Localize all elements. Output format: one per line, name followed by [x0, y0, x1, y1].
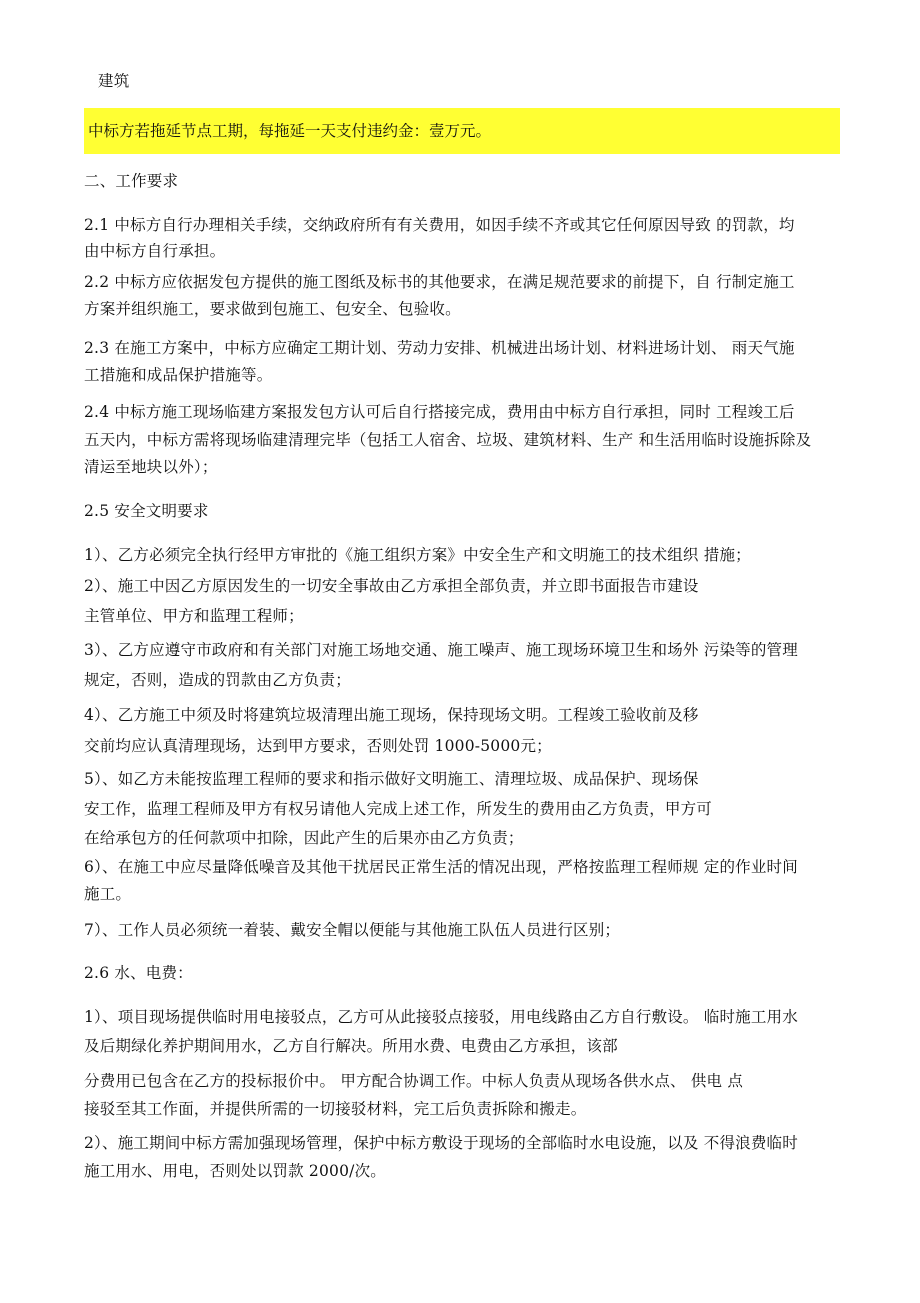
paragraph-line: 2.1 中标方自行办理相关手续，交纳政府所有有关费用，如因手续不齐或其它任何原因导致 的罚款，均	[84, 216, 795, 234]
paragraph-line: 主管单位、甲方和监理工程师；	[84, 607, 304, 625]
paragraph-line: 2.4 中标方施工现场临建方案报发包方认可后自行搭接完成，费用由中标方自行承担，同时 工程竣工后	[84, 403, 795, 421]
paragraph-line: 5）、如乙方未能按监理工程师的要求和指示做好文明施工、清理垃圾、成品保护、现场保	[84, 770, 699, 788]
paragraph-line: 1）、乙方必须完全执行经甲方审批的《施工组织方案》中安全生产和文明施工的技术组织 措施；	[84, 546, 751, 564]
paragraph-line: 分费用已包含在乙方的投标报价中。 甲方配合协调工作。中标人负责从现场各供水点、 供电 点	[84, 1072, 744, 1090]
paragraph-line: 接驳至其工作面，并提供所需的一切接驳材料，完工后负责拆除和搬走。	[84, 1100, 587, 1118]
paragraph-line: 在给承包方的任何款项中扣除，因此产生的后果亦由乙方负责；	[84, 829, 524, 847]
paragraph-line: 清运至地块以外）；	[84, 458, 218, 476]
paragraph-line: 交前均应认真清理现场，达到甲方要求，否则处罚 1000-5000元；	[84, 737, 552, 755]
paragraph-line: 安工作，监理工程师及甲方有权另请他人完成上述工作，所发生的费用由乙方负责，甲方可	[84, 800, 713, 818]
paragraph-line: 1）、项目现场提供临时用电接驳点，乙方可从此接驳点接驳，用电线路由乙方自行敷设。 临时施工用水	[84, 1008, 798, 1026]
paragraph-line: 工措施和成品保护措施等。	[84, 366, 273, 384]
subsection-title: 2.6 水、电费：	[84, 964, 193, 982]
paragraph-line: 2）、施工期间中标方需加强现场管理，保护中标方敷设于现场的全部临时水电设施，以及 不得浪费临时	[84, 1134, 798, 1152]
highlight-text: 中标方若拖延节点工期，每拖延一天支付违约金：壹万元。	[88, 122, 492, 140]
paragraph-line: 6）、在施工中应尽量降低噪音及其他干扰居民正常生活的情况出现，严格按监理工程师规 定的作业时间	[84, 858, 798, 876]
paragraph-line: 4）、乙方施工中须及时将建筑垃圾清理出施工现场，保持现场文明。工程竣工验收前及移	[84, 706, 699, 724]
subsection-title: 2.5 安全文明要求	[84, 502, 209, 520]
paragraph-line: 五天内，中标方需将现场临建清理完毕（包括工人宿舍、垃圾、建筑材料、生产 和生活用临时设施拆除及	[84, 431, 812, 449]
paragraph-line: 施工。	[84, 885, 132, 903]
paragraph-line: 及后期绿化养护期间用水，乙方自行解决。所用水费、电费由乙方承担，该部	[84, 1037, 618, 1055]
paragraph-line: 方案并组织施工，要求做到包施工、包安全、包验收。	[84, 300, 461, 318]
section-title: 二、工作要求	[84, 172, 179, 190]
paragraph-line: 2.2 中标方应依据发包方提供的施工图纸及标书的其他要求，在满足规范要求的前提下，自 行制定施工	[84, 273, 795, 291]
paragraph-line: 由中标方自行承担。	[84, 242, 226, 260]
paragraph-line: 7）、工作人员必须统一着装、戴安全帽以便能与其他施工队伍人员进行区别；	[84, 921, 621, 939]
paragraph-line: 规定，否则，造成的罚款由乙方负责；	[84, 671, 351, 689]
header-text: 建筑	[98, 72, 130, 90]
paragraph-line: 3）、乙方应遵守市政府和有关部门对施工场地交通、施工噪声、施工现场环境卫生和场外 污染等的管理	[84, 641, 798, 659]
paragraph-line: 施工用水、用电，否则处以罚款 2000/次。	[84, 1162, 386, 1180]
paragraph-line: 2）、施工中因乙方原因发生的一切安全事故由乙方承担全部负责，并立即书面报告市建设	[84, 577, 699, 595]
paragraph-line: 2.3 在施工方案中，中标方应确定工期计划、劳动力安排、机械进出场计划、材料进场计划、 雨天气施	[84, 339, 795, 357]
